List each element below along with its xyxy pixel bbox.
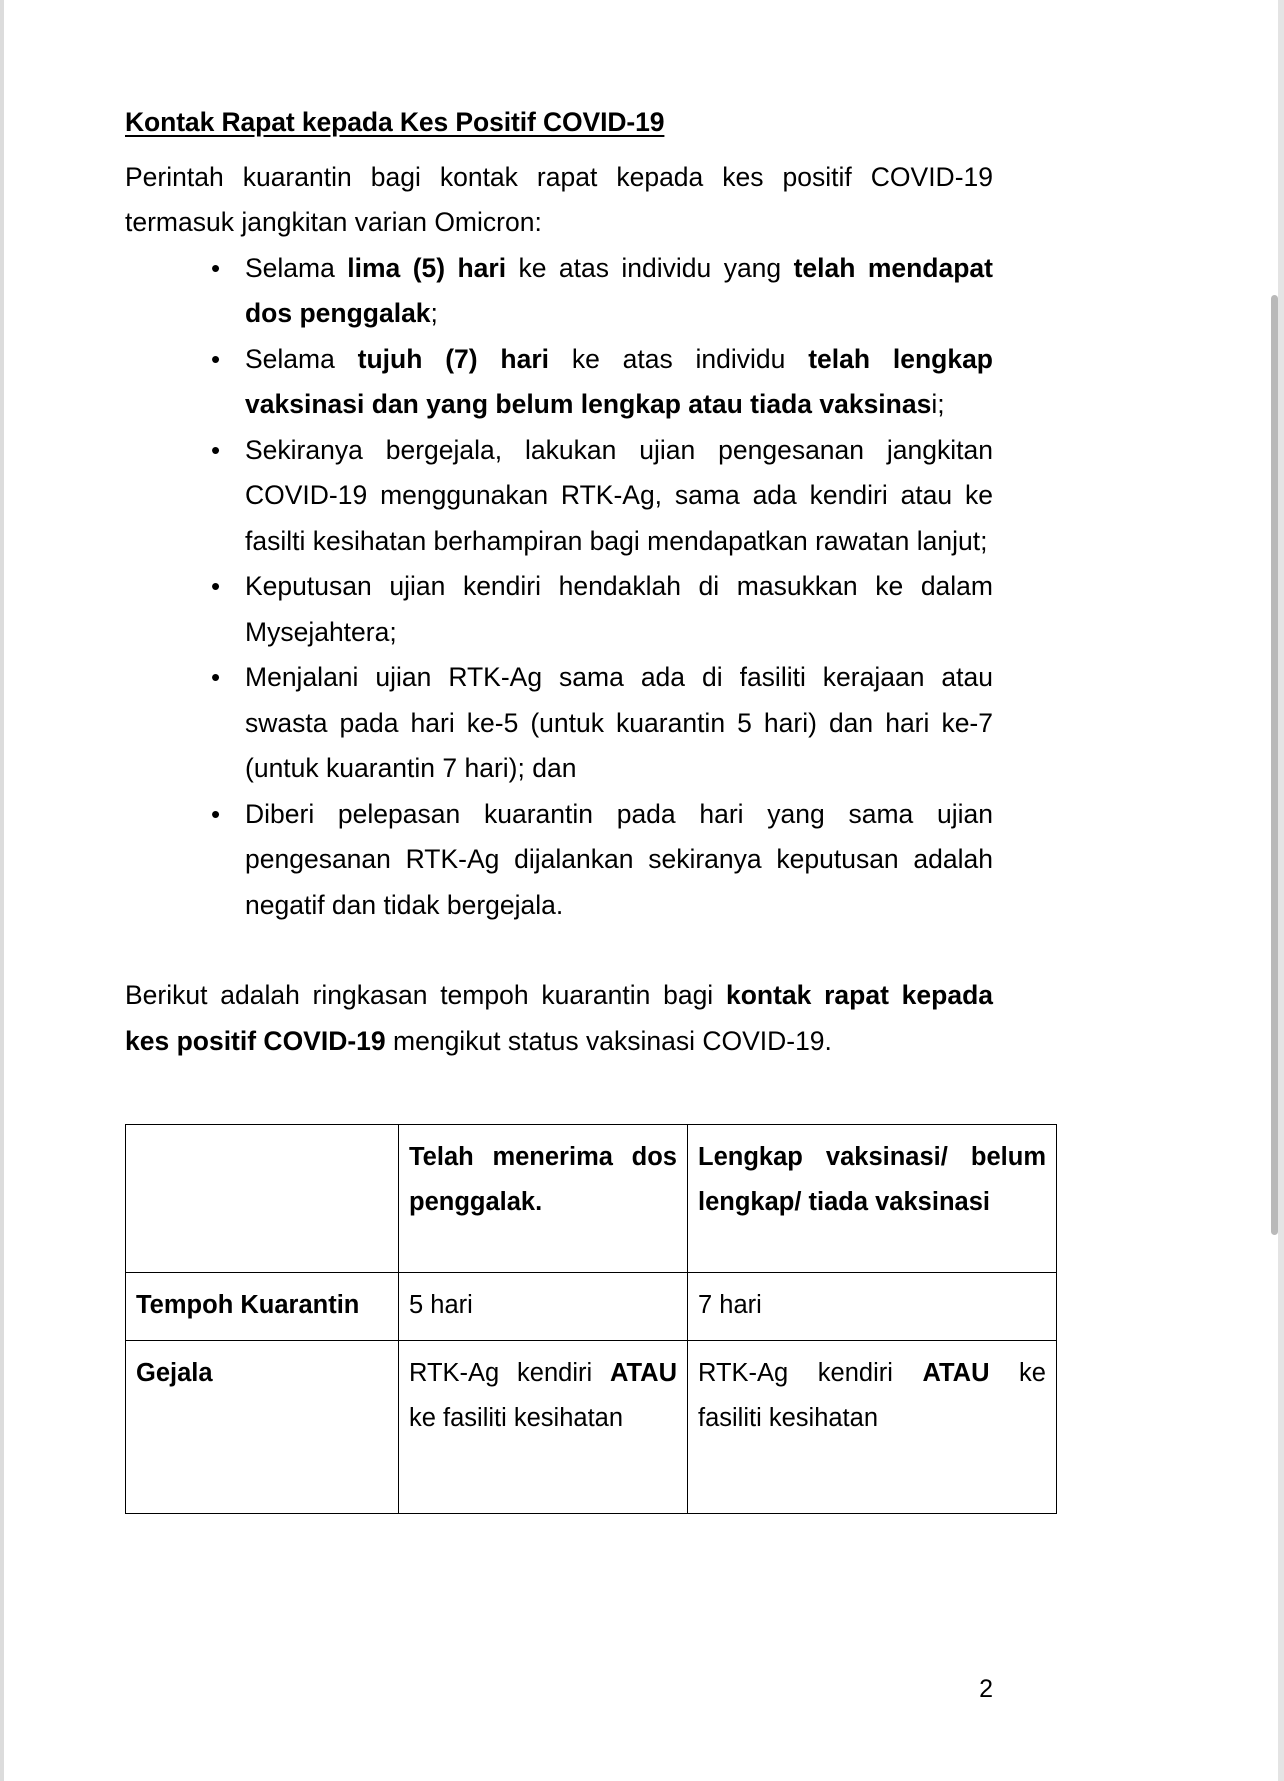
list-item xyxy=(245,337,993,428)
page-right-edge xyxy=(1278,0,1284,1781)
quarantine-summary-table xyxy=(125,1124,1057,1514)
page-title: Kontak Rapat kepada Kes Positif COVID-19 xyxy=(125,107,665,137)
cell-tempoh-booster xyxy=(399,1273,688,1341)
body-text: 7 hari xyxy=(698,1291,762,1320)
table-row xyxy=(126,1341,1057,1514)
table-row xyxy=(126,1273,1057,1341)
list-item xyxy=(245,428,993,565)
table-header-booster: Telah menerima dos penggalak. xyxy=(399,1125,688,1273)
body-text: Menjalani ujian RTK-Ag sama ada di fasiliti kerajaan atau swasta pada hari ke-5 (untuk kuarantin 5 hari) dan hari ke-7 (untuk kuarantin 7 hari); dan xyxy=(245,662,993,784)
cell-tempoh-other xyxy=(688,1273,1057,1341)
body-text: ke atas individu xyxy=(549,343,809,374)
body-text: i; xyxy=(931,389,945,420)
summary-paragraph xyxy=(125,973,993,1064)
body-text: 5 hari xyxy=(409,1291,473,1320)
table-header-vaccination-status: Lengkap vaksinasi/ belum lengkap/ tiada vaksinasi xyxy=(688,1125,1057,1273)
emphasis-text: ATAU xyxy=(922,1359,990,1388)
list-item xyxy=(245,564,993,655)
body-text: Sekiranya bergejala, lakukan ujian pengesanan jangkitan COVID-19 menggunakan RTK-Ag, sama ada kendiri atau ke fasilti kesihatan berhampiran bagi mendapatkan rawatan lanjut; xyxy=(245,434,993,556)
list-item xyxy=(245,246,993,337)
emphasis-text: lima (5) hari xyxy=(347,252,507,283)
page-left-edge xyxy=(0,0,4,1781)
vertical-scrollbar[interactable] xyxy=(1271,295,1278,1235)
table-corner-cell xyxy=(126,1125,399,1273)
quarantine-bullet-list xyxy=(125,246,993,929)
body-text: Berikut adalah ringkasan tempoh kuarantin bagi xyxy=(125,980,726,1011)
body-text: ; xyxy=(430,298,438,329)
row-label-gejala: Gejala xyxy=(126,1341,399,1514)
document-content xyxy=(125,105,1046,1703)
emphasis-text: ATAU xyxy=(609,1359,677,1388)
body-text: Keputusan ujian kendiri hendaklah di masukkan ke dalam Mysejahtera; xyxy=(245,571,993,647)
body-text: ke fasiliti kesihatan xyxy=(409,1404,624,1433)
table-header-row xyxy=(126,1125,1057,1273)
cell-gejala-other xyxy=(688,1341,1057,1514)
body-text: ke fasiliti kesihatan xyxy=(698,1359,1046,1433)
body-text: mengikut status vaksinasi COVID-19. xyxy=(385,1025,832,1056)
body-text: ke atas individu yang xyxy=(506,252,794,283)
body-text: RTK-Ag kendiri xyxy=(698,1359,923,1388)
emphasis-text: telah lengkap vaksinasi dan yang belum lengkap atau tiada vaksinas xyxy=(245,343,993,420)
body-text: RTK-Ag kendiri xyxy=(409,1359,610,1388)
emphasis-text: telah mendapat dos penggalak xyxy=(245,252,993,329)
body-text: Diberi pelepasan kuarantin pada hari yang sama ujian pengesanan RTK-Ag dijalankan sekiranya keputusan adalah negatif dan tidak bergejala. xyxy=(245,798,993,920)
body-text: Selama xyxy=(245,252,348,283)
row-label-tempoh-kuarantin: Tempoh Kuarantin xyxy=(126,1273,399,1341)
list-item xyxy=(245,655,993,792)
emphasis-text: kontak rapat kepada kes positif COVID-19 xyxy=(125,980,993,1056)
body-text: Selama xyxy=(245,343,358,374)
paragraph-spacer xyxy=(125,928,993,973)
emphasis-text: tujuh (7) hari xyxy=(357,343,550,374)
intro-paragraph: Perintah kuarantin bagi kontak rapat kepada kes positif COVID-19 termasuk jangkitan varian Omicron: xyxy=(125,161,993,238)
list-item xyxy=(245,792,993,929)
cell-gejala-booster xyxy=(399,1341,688,1514)
page-number: 2 xyxy=(979,1675,993,1703)
